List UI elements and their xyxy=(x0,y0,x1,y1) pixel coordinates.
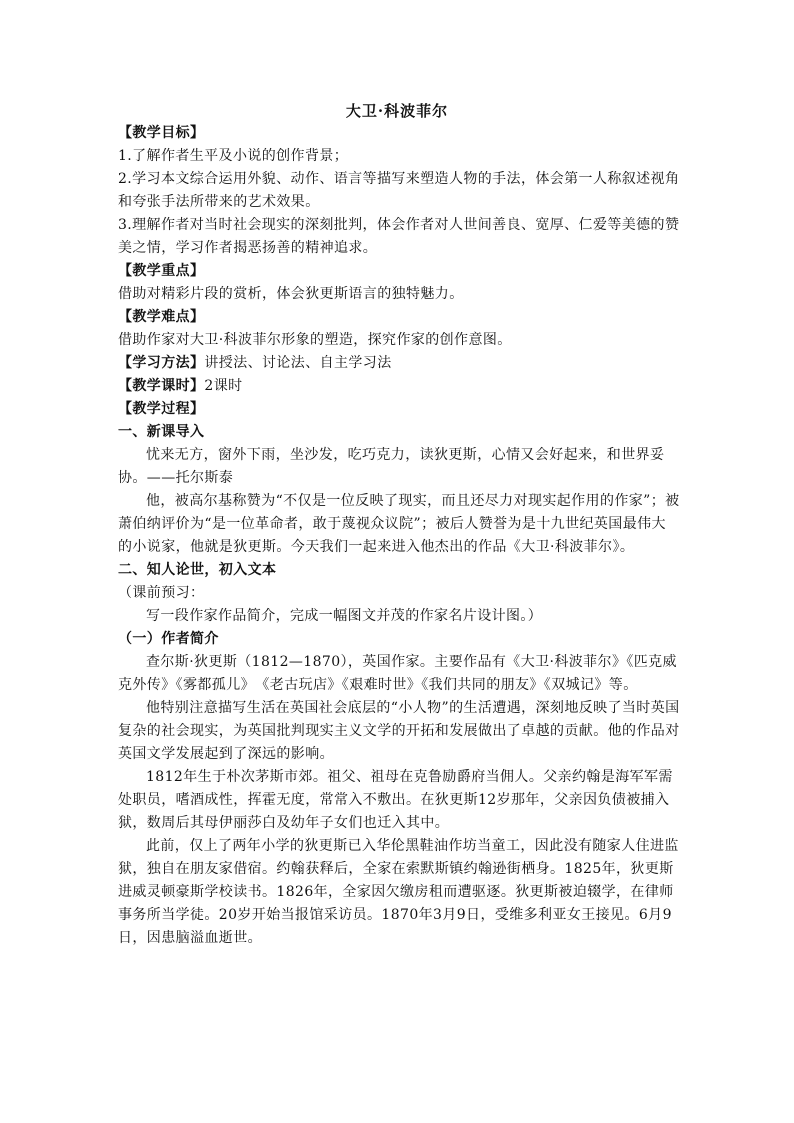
section-2-title: 二、知人论世，初入文本 xyxy=(118,562,277,578)
preview-label: （课前预习： xyxy=(118,585,205,601)
subsection-1-title: （一）作者简介 xyxy=(118,631,219,647)
section-1-intro: 他，被高尔基称赞为“不仅是一位反映了现实，而且还尽力对现实起作用的作家”；被萧伯纳评价为“是一位革命者，敢于蔑视众议院”；被后人赞誉为是十九世纪英国最伟大的小说家，他就是狄更斯。今天我们一起来进入他杰出的作品《大卫·科波菲尔》。 xyxy=(118,493,680,555)
method-text: 讲授法、讨论法、自主学习法 xyxy=(204,355,392,371)
difficulty-text: 借助作家对大卫·科波菲尔形象的塑造，探究作家的创作意图。 xyxy=(118,332,512,348)
bio-paragraph: 他特别注意描写生活在英国社会底层的“小人物”的生活遭遇，深刻地反映了当时英国复杂的社会现实，为英国批判现实主义文学的开拓和发展做出了卓越的贡献。他的作品对英国文学发展起到了深远的影响。 xyxy=(118,700,680,762)
section-1-title: 一、新课导入 xyxy=(118,424,205,440)
process-header: 【教学过程】 xyxy=(118,401,205,417)
goal-item: 3.理解作者对当时社会现实的深刻批判，体会作者对人世间善良、宽厚、仁爱等美德的赞美之情，学习作者揭恶扬善的精神追求。 xyxy=(118,217,680,256)
goal-item: 2.学习本文综合运用外貌、动作、语言等描写来塑造人物的手法，体会第一人称叙述视角和夸张手法所带来的艺术效果。 xyxy=(118,171,680,210)
preview-text: 写一段作家作品简介，完成一幅图文并茂的作家名片设计图。） xyxy=(146,608,543,624)
document-title: 大卫·科波菲尔 xyxy=(345,102,449,120)
key-points-text: 借助对精彩片段的赏析，体会狄更斯语言的独特魅力。 xyxy=(118,286,464,302)
hours-text: 2课时 xyxy=(204,378,243,394)
bio-paragraph: 查尔斯·狄更斯（1812—1870），英国作家。主要作品有《大卫·科波菲尔》《匹克威克外传》《雾都孤儿》 《老古玩店》《艰难时世》《我们共同的朋友》《双城记》等。 xyxy=(118,654,677,693)
method-label: 【学习方法】 xyxy=(118,355,205,371)
bio-paragraph: 1812年生于朴次茅斯市郊。祖父、祖母在克鲁励爵府当佣人。父亲约翰是海军军需处职员，嗜酒成性，挥霍无度，常常入不敷出。在狄更斯12岁那年，父亲因负债被捕入狱，数周后其母伊丽莎白及幼年子女们也迁入其中。 xyxy=(118,769,673,831)
difficulty-header: 【教学难点】 xyxy=(118,309,205,325)
method-line xyxy=(118,352,680,375)
hours-line xyxy=(118,375,680,398)
hours-label: 【教学课时】 xyxy=(118,378,205,394)
section-1-quote: 忧来无方，窗外下雨，坐沙发，吃巧克力，读狄更斯，心情又会好起来，和世界妥协。——托尔斯泰 xyxy=(118,447,665,486)
goals-header: 【教学目标】 xyxy=(118,125,205,141)
document-body xyxy=(118,122,680,950)
key-points-header: 【教学重点】 xyxy=(118,263,205,279)
goal-item: 1.了解作者生平及小说的创作背景； xyxy=(118,148,349,164)
bio-paragraph: 此前，仅上了两年小学的狄更斯已入华伦黑鞋油作坊当童工，因此没有随家人住进监狱，独自在朋友家借宿。约翰获释后，全家在索默斯镇约翰逊街栖身。1825年，狄更斯进威灵顿豪斯学校读书。1826年，全家因欠缴房租而遭驱逐。狄更斯被迫辍学，在律师事务所当学徒。20岁开始当报馆采访员。1870年3月9日，受维多利亚女王接见。6月9日，因患脑溢血逝世。 xyxy=(118,838,679,946)
